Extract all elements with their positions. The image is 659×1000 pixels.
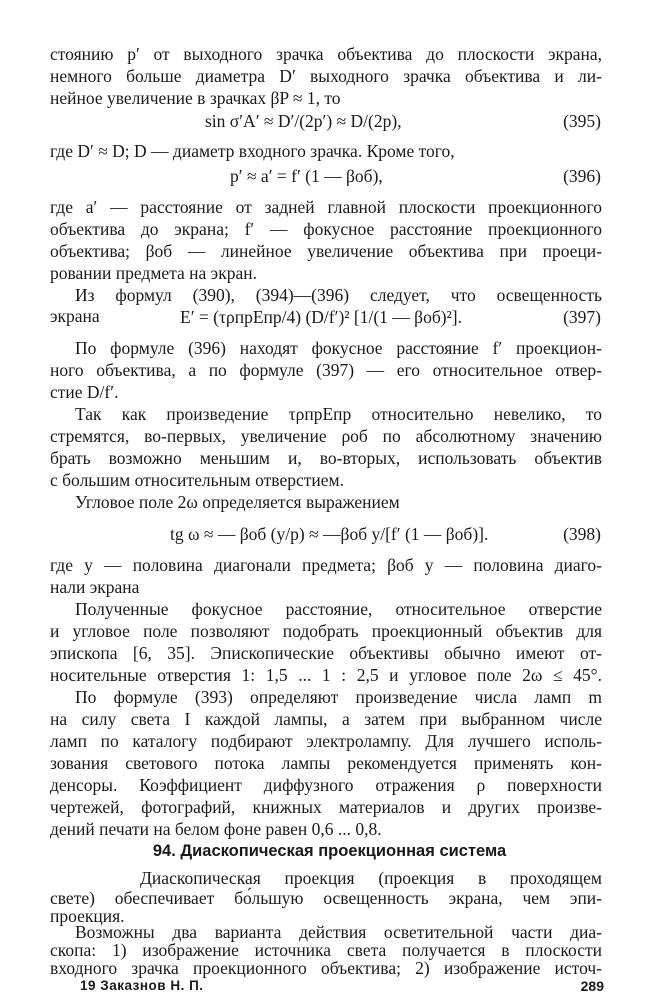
text-line: где y — половина диагонали предмета; βоб y — половина диаго-	[50, 555, 602, 575]
text-line: стоянию p′ от выходного зрачка объектива до плоскости экрана,	[50, 44, 602, 64]
text-line: Из формул (390), (394)—(396) следует, что освещенность	[75, 285, 602, 305]
text-line: Угловое поле 2ω определяется выражением	[75, 492, 400, 512]
text-line: Диаскопическая проекция (проекция в проходящем	[140, 868, 602, 888]
text-line: экрана	[50, 306, 100, 326]
footer-signature: 19 Заказнов Н. П.	[80, 978, 204, 993]
text-line: проекция.	[50, 906, 125, 926]
equation-397: E′ = (τρпрEпр/4) (D/f′)² [1/(1 — βоб)²].	[180, 307, 462, 327]
text-line: на силу света I каждой лампы, а затем при выбранном числе	[50, 709, 602, 729]
equation-398: tg ω ≈ — βоб (y/p) ≈ —βоб y/[f′ (1 — βоб)].	[170, 524, 489, 544]
equation-396: p′ ≈ a′ = f′ (1 — βоб),	[230, 166, 383, 186]
equation-number-395: (395)	[563, 111, 601, 131]
text-line: чертежей, фотографий, книжных материалов и других произве-	[50, 797, 602, 817]
text-line: ровании предмета на экран.	[50, 263, 257, 283]
text-line: немного больше диаметра D′ выходного зрачка объектива и ли-	[50, 66, 602, 86]
text-line: Возможны два варианта действия осветительной части диа-	[75, 922, 602, 942]
text-line: денсоры. Коэффициент диффузного отражения ρ поверхности	[50, 775, 602, 795]
text-line: где a′ — расстояние от задней главной плоскости проекционного	[50, 197, 602, 217]
section-heading: 94. Диаскопическая проекционная система	[152, 842, 507, 860]
text-line: объектива до экрана; f′ — фокусное расстояние проекционного	[50, 219, 602, 239]
equation-number-397: (397)	[563, 307, 601, 327]
text-line: Так как произведение τρпрEпр относительно невелико, то	[75, 404, 602, 424]
text-line: стие D/f′.	[50, 382, 119, 402]
text-line: входного зрачка проекционного объектива; 2) изображение источ-	[50, 958, 602, 978]
text-line: брать возможно меньшим и, во-вторых, использовать объектив	[50, 448, 602, 468]
text-line: дений печати на белом фоне равен 0,6 ... 0,8.	[50, 819, 382, 839]
equation-395: sin σ′A′ ≈ D′/(2p′) ≈ D/(2p),	[205, 111, 402, 131]
text-line: и угловое поле позволяют подобрать проекционный объектив для	[50, 621, 602, 641]
text-line: скопа: 1) изображение источника света получается в плоскости	[50, 940, 602, 960]
equation-number-396: (396)	[563, 166, 601, 186]
text-line: ного объектива, а по формуле (397) — его относительное отвер-	[50, 360, 602, 380]
text-line: носительные отверстия 1: 1,5 ... 1 : 2,5 и угловое поле 2ω ≤ 45°.	[50, 665, 602, 685]
text-line: зования светового потока лампы рекомендуется применять кон-	[50, 753, 602, 773]
text-line: По формуле (393) определяют произведение числа ламп m	[75, 687, 602, 707]
text-line: объектива; βоб — линейное увеличение объектива при проеци-	[50, 241, 602, 261]
text-line: стремятся, во-первых, увеличение ρоб по абсолютному значению	[50, 426, 602, 446]
equation-number-398: (398)	[563, 524, 601, 544]
text-line: с большим относительным отверстием.	[50, 470, 344, 490]
text-line: ламп по каталогу подбирают электролампу. Для лучшего исполь-	[50, 731, 602, 751]
text-line: нали экрана	[50, 577, 140, 597]
page-number: 289	[580, 978, 604, 994]
text-line: По формуле (396) находят фокусное расстояние f′ проекцион-	[75, 338, 602, 358]
text-line: Полученные фокусное расстояние, относительное отверстие	[75, 599, 602, 619]
text-line: свете) обеспечивает бо́льшую освещенность экрана, чем эпи-	[50, 888, 602, 908]
text-line: где D′ ≈ D; D — диаметр входного зрачка. Кроме того,	[50, 141, 455, 161]
text-line: эпископа [6, 35]. Эпископические объективы обычно имеют от-	[50, 643, 602, 663]
text-line: нейное увеличение в зрачках βP ≈ 1, то	[50, 88, 341, 108]
